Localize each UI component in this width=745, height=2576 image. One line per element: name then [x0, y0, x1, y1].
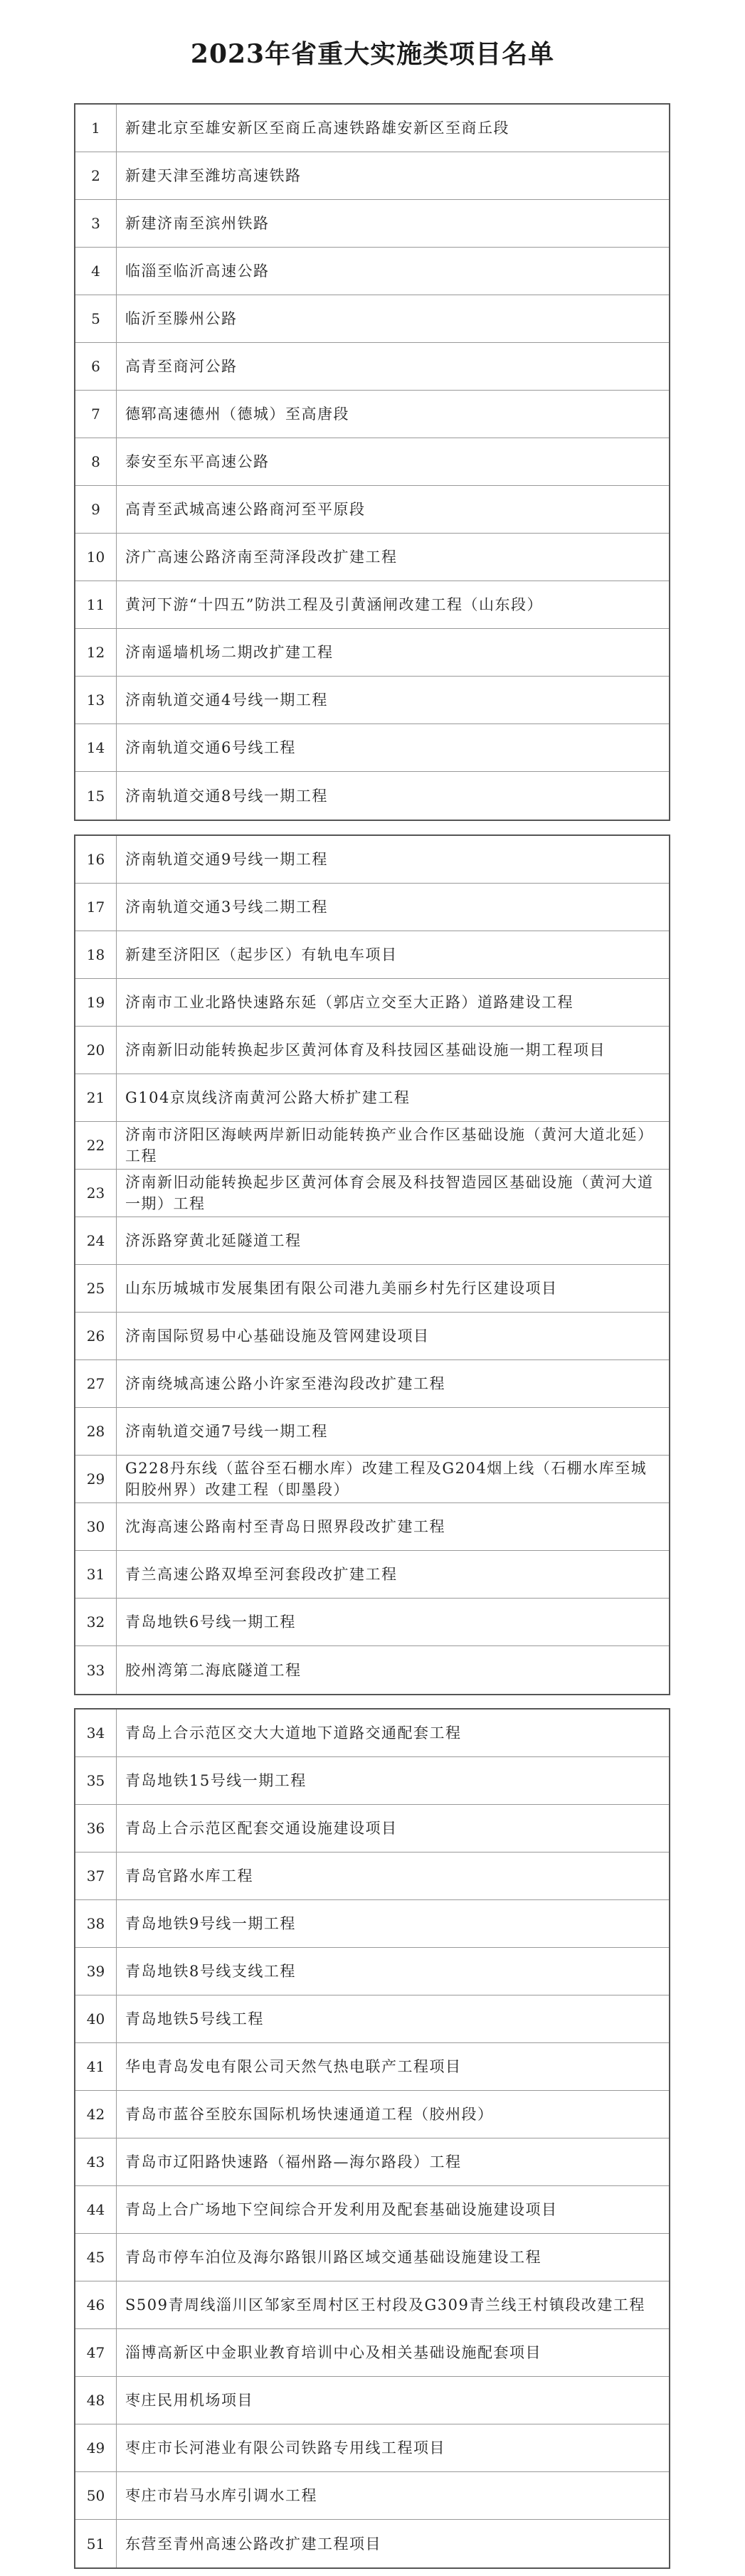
row-number: 38 [75, 1900, 117, 1947]
row-number: 22 [75, 1122, 117, 1169]
project-name: 青岛地铁5号线工程 [125, 2010, 264, 2028]
table-row [75, 1757, 669, 1805]
table-row [75, 724, 669, 772]
row-number: 30 [75, 1503, 117, 1550]
table-row [75, 1995, 669, 2043]
project-name: 黄河下游“十四五”防洪工程及引黄涵闸改建工程（山东段） [125, 596, 543, 613]
project-name: 德郓高速德州（德城）至高唐段 [125, 406, 349, 423]
row-number: 36 [75, 1805, 117, 1852]
project-name: 枣庄民用机场项目 [125, 2392, 253, 2409]
row-number: 23 [75, 1170, 117, 1217]
project-name: 济南新旧动能转换起步区黄河体育会展及科技智造园区基础设施（黄河大道一期）工程 [125, 1174, 654, 1212]
table-row [75, 884, 669, 931]
row-number: 28 [75, 1408, 117, 1455]
table-row [75, 200, 669, 248]
row-number: 47 [75, 2329, 117, 2376]
project-name: 青岛地铁6号线一期工程 [125, 1613, 296, 1631]
row-number: 46 [75, 2281, 117, 2328]
project-name: 济南轨道交通8号线一期工程 [125, 787, 328, 805]
row-number: 32 [75, 1599, 117, 1645]
table-row [75, 1408, 669, 1456]
row-number: 44 [75, 2186, 117, 2233]
table-row [75, 1265, 669, 1313]
project-name: 高青至商河公路 [125, 358, 238, 375]
project-name: 华电青岛发电有限公司天然气热电联产工程项目 [125, 2058, 462, 2075]
row-number: 31 [75, 1551, 117, 1598]
project-name: 新建北京至雄安新区至商丘高速铁路雄安新区至商丘段 [125, 120, 509, 137]
project-name: S509青周线淄川区邹家至周村区王村段及G309青兰线王村镇段改建工程 [125, 2296, 645, 2313]
table-row [75, 438, 669, 486]
row-number: 41 [75, 2043, 117, 2090]
row-number: 20 [75, 1027, 117, 1074]
project-name: 青岛市辽阳路快速路（福州路—海尔路段）工程 [125, 2153, 462, 2170]
project-name: 青岛市停车泊位及海尔路银川路区域交通基础设施建设工程 [125, 2249, 541, 2266]
row-number: 8 [75, 438, 117, 485]
table-row [75, 248, 669, 295]
table-row [75, 2424, 669, 2472]
project-name: 山东历城城市发展集团有限公司港九美丽乡村先行区建设项目 [125, 1280, 558, 1297]
table-row [75, 2472, 669, 2520]
row-number: 7 [75, 391, 117, 438]
table-row [75, 391, 669, 438]
project-name: 沈海高速公路南村至青岛日照界段改扩建工程 [125, 1518, 445, 1535]
table-row [75, 2281, 669, 2329]
row-number: 10 [75, 534, 117, 581]
table-row [75, 105, 669, 152]
project-name: 济南市济阳区海峡两岸新旧动能转换产业合作区基础设施（黄河大道北延）工程 [125, 1126, 654, 1165]
project-name: 枣庄市岩马水库引调水工程 [125, 2487, 317, 2504]
row-number: 1 [75, 105, 117, 152]
project-name: 济南轨道交通7号线一期工程 [125, 1423, 328, 1440]
row-number: 33 [75, 1646, 117, 1694]
row-number: 37 [75, 1853, 117, 1899]
table-row [75, 2186, 669, 2234]
row-number: 11 [75, 581, 117, 628]
row-number: 5 [75, 295, 117, 342]
table-row [75, 2520, 669, 2567]
row-number: 12 [75, 629, 117, 676]
table-row [75, 1360, 669, 1408]
row-number: 18 [75, 931, 117, 978]
table-row [75, 486, 669, 534]
row-number: 35 [75, 1757, 117, 1804]
row-number: 4 [75, 248, 117, 295]
table-row [75, 836, 669, 884]
project-table-block-2 [74, 834, 670, 1695]
project-name: 济南轨道交通4号线一期工程 [125, 691, 328, 709]
row-number: 48 [75, 2377, 117, 2424]
project-name: 济南轨道交通6号线工程 [125, 739, 296, 756]
row-number: 49 [75, 2424, 117, 2471]
table-row [75, 1900, 669, 1948]
row-number: 34 [75, 1710, 117, 1756]
table-row [75, 1948, 669, 1995]
project-name: 青岛地铁9号线一期工程 [125, 1915, 296, 1932]
project-name: 东营至青州高速公路改扩建工程项目 [125, 2535, 381, 2553]
row-number: 15 [75, 772, 117, 820]
table-row [75, 1456, 669, 1503]
table-row [75, 2043, 669, 2091]
table-row [75, 1170, 669, 1217]
table-row [75, 629, 669, 677]
table-row [75, 581, 669, 629]
table-row [75, 2377, 669, 2424]
project-name: 高青至武城高速公路商河至平原段 [125, 501, 366, 518]
table-row [75, 1122, 669, 1170]
project-name: 淄博高新区中金职业教育培训中心及相关基础设施配套项目 [125, 2344, 541, 2361]
table-row [75, 1853, 669, 1900]
project-name: 泰安至东平高速公路 [125, 453, 270, 470]
project-name: 青兰高速公路双埠至河套段改扩建工程 [125, 1566, 398, 1583]
project-name: 济南轨道交通9号线一期工程 [125, 851, 328, 868]
row-number: 9 [75, 486, 117, 533]
project-name: 济泺路穿黄北延隧道工程 [125, 1232, 302, 1249]
row-number: 29 [75, 1456, 117, 1502]
table-row [75, 1503, 669, 1551]
project-name: 临沂至滕州公路 [125, 310, 238, 327]
project-name: 胶州湾第二海底隧道工程 [125, 1661, 302, 1679]
table-row [75, 677, 669, 724]
table-row [75, 343, 669, 391]
table-row [75, 152, 669, 200]
table-row [75, 1027, 669, 1074]
table-row [75, 1313, 669, 1360]
project-name: 济南轨道交通3号线二期工程 [125, 899, 328, 916]
project-name: 青岛市蓝谷至胶东国际机场快速通道工程（胶州段） [125, 2106, 494, 2123]
row-number: 13 [75, 677, 117, 723]
table-row [75, 295, 669, 343]
table-row [75, 979, 669, 1027]
row-number: 6 [75, 343, 117, 390]
project-name: 临淄至临沂高速公路 [125, 263, 270, 280]
table-row [75, 2091, 669, 2138]
project-name: 新建至济阳区（起步区）有轨电车项目 [125, 946, 398, 963]
page-title: 2023年省重大实施类项目名单 [190, 39, 555, 69]
table-row [75, 1805, 669, 1853]
row-number: 16 [75, 836, 117, 883]
table-row [75, 1710, 669, 1757]
project-name: 青岛上合广场地下空间综合开发利用及配套基础设施建设项目 [125, 2201, 558, 2218]
row-number: 14 [75, 724, 117, 771]
table-row [75, 2329, 669, 2377]
project-name: 济广高速公路济南至菏泽段改扩建工程 [125, 548, 398, 566]
project-name: 新建济南至滨州铁路 [125, 215, 270, 232]
project-name: 济南绕城高速公路小许家至港沟段改扩建工程 [125, 1375, 445, 1392]
table-row [75, 772, 669, 820]
row-number: 27 [75, 1360, 117, 1407]
table-row [75, 1551, 669, 1599]
project-name: 济南市工业北路快速路东延（郭店立交至大正路）道路建设工程 [125, 994, 574, 1011]
row-number: 42 [75, 2091, 117, 2138]
table-row [75, 1074, 669, 1122]
table-row [75, 1646, 669, 1694]
row-number: 24 [75, 1217, 117, 1264]
row-number: 3 [75, 200, 117, 247]
project-name: 济南新旧动能转换起步区黄河体育及科技园区基础设施一期工程项目 [125, 1041, 606, 1059]
row-number: 26 [75, 1313, 117, 1359]
row-number: 17 [75, 884, 117, 931]
project-name: 青岛官路水库工程 [125, 1867, 253, 1885]
project-name: 青岛上合示范区配套交通设施建设项目 [125, 1820, 398, 1837]
project-name: 新建天津至潍坊高速铁路 [125, 167, 302, 184]
table-row [75, 2138, 669, 2186]
row-number: 21 [75, 1074, 117, 1121]
project-name: 济南遥墙机场二期改扩建工程 [125, 644, 334, 661]
row-number: 40 [75, 1995, 117, 2042]
project-name: 青岛地铁15号线一期工程 [125, 1772, 307, 1789]
project-name: G228丹东线（蓝谷至石棚水库）改建工程及G204烟上线（石棚水库至城阳胶州界）改建工程（即墨段） [125, 1460, 648, 1498]
row-number: 51 [75, 2520, 117, 2567]
project-name: 青岛上合示范区交大大道地下道路交通配套工程 [125, 1724, 462, 1742]
project-name: 青岛地铁8号线支线工程 [125, 1963, 296, 1980]
project-table-block-3 [74, 1708, 670, 2569]
table-row [75, 1217, 669, 1265]
row-number: 19 [75, 979, 117, 1026]
table-row [75, 1599, 669, 1646]
table-row [75, 931, 669, 979]
project-name: 枣庄市长河港业有限公司铁路专用线工程项目 [125, 2439, 445, 2456]
table-row [75, 534, 669, 581]
row-number: 43 [75, 2138, 117, 2185]
row-number: 2 [75, 152, 117, 199]
row-number: 25 [75, 1265, 117, 1312]
row-number: 50 [75, 2472, 117, 2519]
row-number: 39 [75, 1948, 117, 1995]
project-table-block-1 [74, 103, 670, 821]
project-name: 济南国际贸易中心基础设施及管网建设项目 [125, 1327, 430, 1345]
row-number: 45 [75, 2234, 117, 2281]
project-name: G104京岚线济南黄河公路大桥扩建工程 [125, 1089, 411, 1106]
table-row [75, 2234, 669, 2281]
